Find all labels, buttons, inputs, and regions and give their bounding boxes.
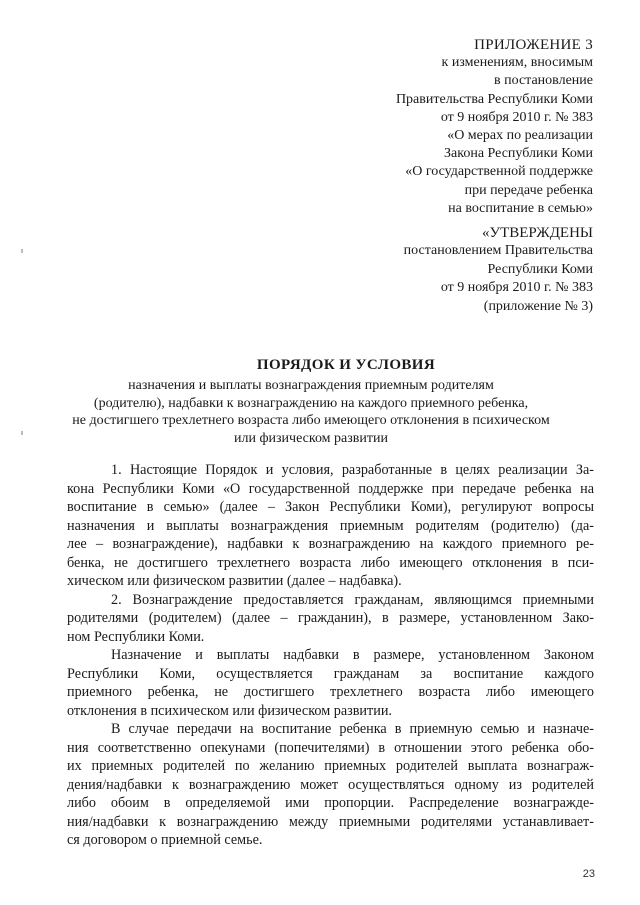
body-line: 1. Настоящие Порядок и условия, разработанные в целях реализации За- <box>111 462 594 478</box>
body-line: В случае передачи на воспитание ребенка в приемную семью и назначе- <box>111 721 594 737</box>
approved-line: от 9 ноября 2010 г. № 383 <box>440 280 593 296</box>
approved-line: постановлением Правительства <box>403 243 593 259</box>
subtitle-line: (родителю), надбавки к вознаграждению на каждого приемного ребенка, <box>93 395 529 411</box>
appendix-line: к изменениям, вносимым <box>441 55 593 71</box>
body-line: лее – вознаграждение), надбавки к вознаграждению на каждого приемного ре- <box>67 536 594 552</box>
paragraph <box>67 591 594 647</box>
appendix-title: ПРИЛОЖЕНИЕ 3 <box>474 37 593 53</box>
body-line: их приемных родителей по желанию приемных родителей выплата вознаграж- <box>67 758 594 774</box>
appendix-line: Правительства Республики Коми <box>395 91 593 107</box>
paragraph <box>67 720 594 850</box>
approved-line: (приложение № 3) <box>483 298 593 314</box>
body-line: ном Республики Коми. <box>67 628 205 645</box>
appendix-line: при передаче ребенка <box>464 182 593 198</box>
appendix-line: на воспитание в семью» <box>448 200 593 216</box>
appendix-header <box>293 36 593 218</box>
paragraph <box>67 461 594 591</box>
body-line: 2. Вознаграждение предоставляется гражданам, являющимся приемными <box>111 591 594 608</box>
approval-stamp-block <box>293 224 593 316</box>
appendix-line: от 9 ноября 2010 г. № 383 <box>440 109 593 125</box>
subtitle-line: назначения и выплаты вознаграждения приемным родителям <box>128 378 494 393</box>
page-number: 23 <box>582 868 595 880</box>
scan-margin-mark <box>21 431 23 435</box>
scan-margin-mark <box>21 249 23 253</box>
body-line: дения/надбавки к вознаграждению может осуществляться одному из родителей <box>67 776 594 793</box>
body-line: либо обоим в определяемой ими пропорции. Распределение вознагражде- <box>67 795 594 811</box>
document-body <box>67 461 594 850</box>
body-line: бенка, не достигшего трехлетнего возраста либо имеющего отклонения в пси- <box>67 554 594 571</box>
subtitle-line: не достигшего трехлетнего возраста либо имеющего отклонения в психическом <box>72 413 550 428</box>
appendix-line: в постановление <box>494 73 593 89</box>
body-line: Назначение и выплаты надбавки в размере, установленном Законом <box>111 647 594 663</box>
body-line: отклонения в психическом или физическом развитии. <box>67 702 392 719</box>
body-line: кона Республики Коми «О государственной поддержке при передаче ребенка на <box>67 480 594 497</box>
body-line: ния/надбавки к вознаграждению между приемными родителями устанавливает- <box>67 813 594 830</box>
body-line: Республики Коми, осуществляется гражданам за воспитание каждого <box>67 665 594 682</box>
paragraph <box>67 646 594 720</box>
subtitle-line: или физическом развитии <box>233 430 388 446</box>
body-line: ся договором о приемной семье. <box>67 832 263 848</box>
body-line: приемного ребенка, не достигшего трехлетнего возраста либо имеющего <box>67 684 594 700</box>
appendix-line: Закона Республики Коми <box>444 146 593 162</box>
body-line: хическом или физическом развитии (далее – надбавка). <box>67 573 402 589</box>
body-line: родителями (родителем) (далее – гражданин), в размере, установленном Зако- <box>67 610 594 626</box>
approved-line: Республики Коми <box>487 261 593 277</box>
approved-title: «УТВЕРЖДЕНЫ <box>481 225 593 241</box>
body-line: назначения и выплаты вознаграждения приемным родителям (родителю) (да- <box>67 517 594 534</box>
body-line: воспитание в семью» (далее – Закон Республики Коми), регулируют вопросы <box>67 499 594 515</box>
appendix-line: «О государственной поддержке <box>405 164 593 180</box>
body-line: ния соответственно опекунами (попечителями) в отношении этого ребенка обо- <box>67 739 594 756</box>
document-title: ПОРЯДОК И УСЛОВИЯ <box>256 357 436 373</box>
appendix-line: «О мерах по реализации <box>447 128 593 144</box>
document-subtitle <box>66 377 556 447</box>
